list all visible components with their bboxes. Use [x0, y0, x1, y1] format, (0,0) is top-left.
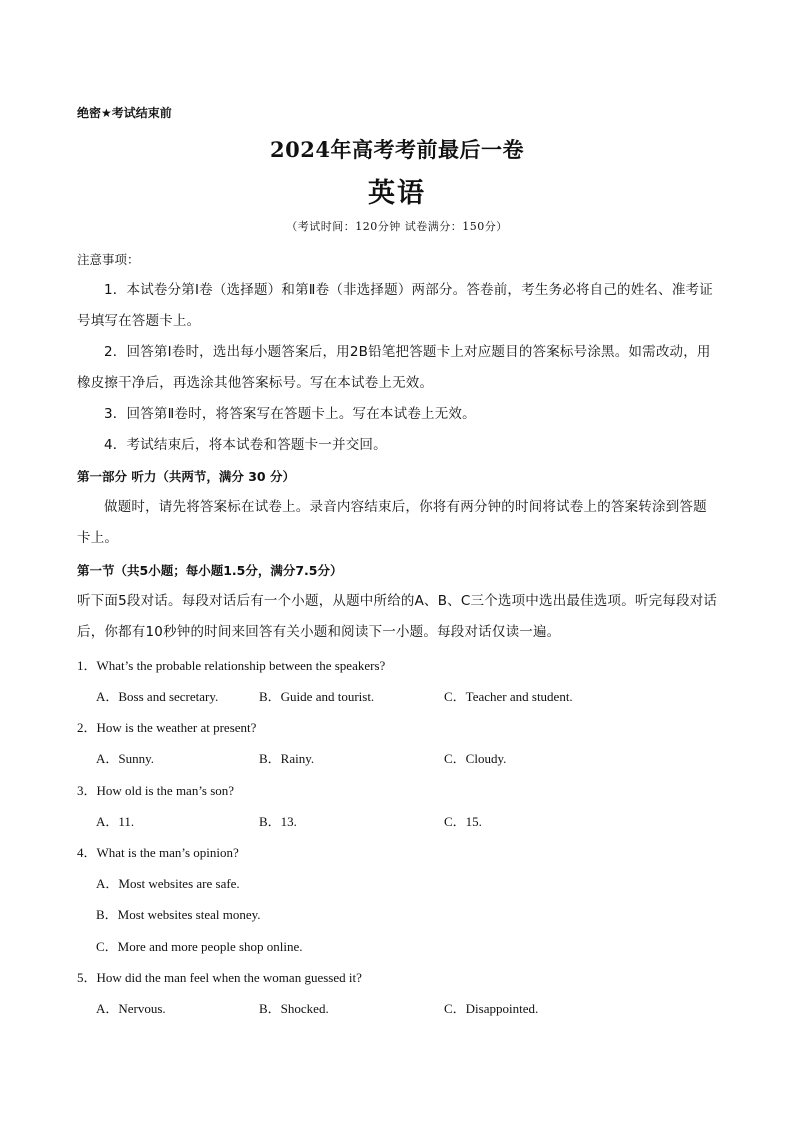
question-3-option-a: A．11.	[96, 814, 135, 829]
question-4-stem: 4．What is the man’s opinion?	[77, 845, 239, 860]
question-5-stem: 5．How did the man feel when the woman guessed it?	[77, 970, 362, 985]
part1-instruction: 做题时，请先将答案标在试卷上。录音内容结束后，你将有两分钟的时间将试卷上的答案转涂到答题卡上。	[77, 499, 707, 546]
notice-item-4: 4．考试结束后，将本试卷和答题卡一并交回。	[104, 437, 387, 453]
question-2-stem: 2．How is the weather at present?	[77, 720, 257, 735]
question-4-option-c: C．More and more people shop online.	[96, 939, 303, 954]
question-5-option-a: A．Nervous.	[96, 1001, 166, 1016]
question-3-stem: 3．How old is the man’s son?	[77, 783, 235, 798]
question-3-option-b: B．13.	[259, 814, 297, 829]
question-1-option-a: A．Boss and secretary.	[96, 689, 219, 704]
confidential-label: 绝密★考试结束前	[77, 106, 172, 120]
section1-heading: 第一节（共5小题；每小题1.5分，满分7.5分）	[77, 563, 343, 578]
subject-title: 英语	[368, 178, 426, 209]
exam-time-info: （考试时间：120分钟 试卷满分：150分）	[286, 220, 508, 233]
question-5-option-c: C．Disappointed.	[444, 1001, 539, 1016]
exam-title: 2024年高考考前最后一卷	[270, 137, 524, 162]
question-2-option-a: A．Sunny.	[96, 751, 155, 766]
notice-item-1: 1．本试卷分第Ⅰ卷（选择题）和第Ⅱ卷（非选择题）两部分。答卷前，考生务必将自己的姓名、准考证号填写在答题卡上。	[77, 282, 713, 329]
question-1-option-b: B．Guide and tourist.	[259, 689, 375, 704]
notice-heading: 注意事项：	[77, 252, 140, 267]
notice-item-3: 3．回答第Ⅱ卷时，将答案写在答题卡上。写在本试卷上无效。	[104, 406, 476, 422]
notice-item-2: 2．回答第Ⅰ卷时，选出每小题答案后，用2B铅笔把答题卡上对应题目的答案标号涂黑。如需改动，用橡皮擦干净后，再选涂其他答案标号。写在本试卷上无效。	[77, 344, 711, 391]
part1-heading: 第一部分 听力（共两节，满分 30 分）	[77, 469, 295, 484]
question-1-option-c: C．Teacher and student.	[444, 689, 573, 704]
question-2-option-c: C．Cloudy.	[444, 751, 507, 766]
question-3-option-c: C．15.	[444, 814, 482, 829]
question-2-option-b: B．Rainy.	[259, 751, 315, 766]
section1-instruction: 听下面5段对话。每段对话后有一个小题，从题中所给的A、B、C三个选项中选出最佳选项。听完每段对话后，你都有10秒钟的时间来回答有关小题和阅读下一小题。每段对话仅读一遍。	[77, 593, 718, 640]
question-4-option-b: B．Most websites steal money.	[96, 907, 261, 922]
question-5-option-b: B．Shocked.	[259, 1001, 329, 1016]
question-4-option-a: A．Most websites are safe.	[96, 876, 240, 891]
question-1-stem: 1．What’s the probable relationship between the speakers?	[77, 658, 386, 673]
